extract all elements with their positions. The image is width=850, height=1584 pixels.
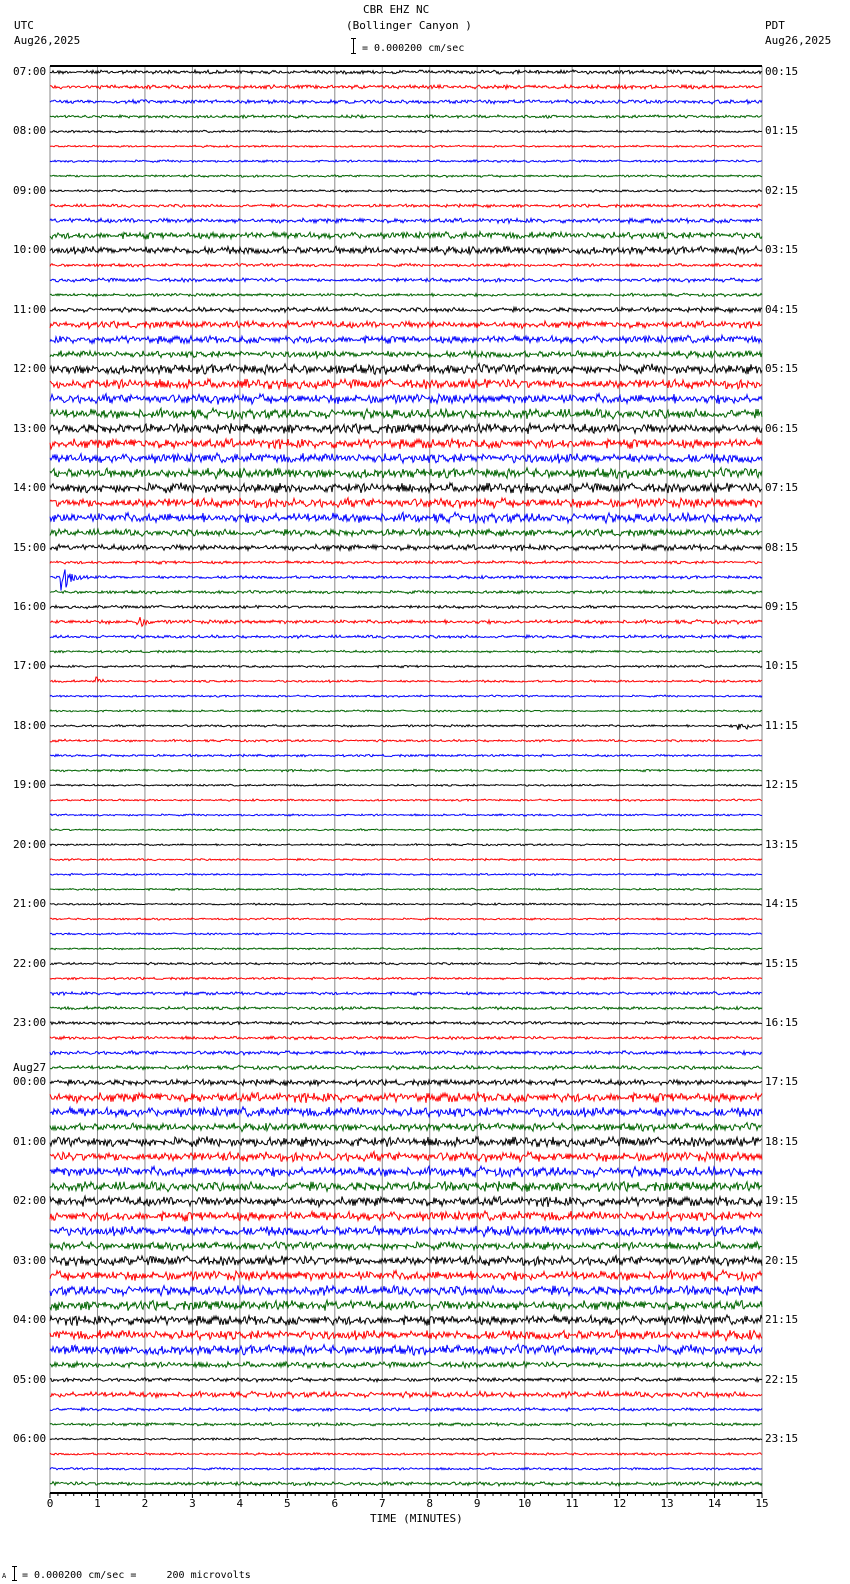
trace-row [50,364,762,375]
trace-row [50,204,762,207]
trace-row [50,498,762,509]
trace-row [50,1256,762,1267]
trace-row [50,888,762,890]
x-tick-label: 2 [141,1497,149,1510]
trace-row [50,439,762,449]
trace-row [50,544,762,550]
trace-row [50,1408,762,1411]
x-tick-label: 15 [755,1497,769,1510]
left-date: Aug26,2025 [14,34,81,47]
trace-row [50,175,762,178]
trace-row [50,394,762,405]
trace-row [50,1330,762,1341]
x-tick-label: 8 [426,1497,434,1510]
trace-row [50,321,762,329]
trace-row [50,695,762,697]
trace-row [50,190,762,193]
trace-row [50,1362,762,1368]
trace-row [50,1152,762,1163]
utc-hour-label: 21:00 [13,897,47,911]
trace-row [50,992,762,996]
trace-row [50,1270,762,1281]
utc-hour-label: 22:00 [13,956,47,970]
trace-row [50,145,762,147]
utc-hour-label: 13:00 [13,421,47,435]
x-axis-label: TIME (MINUTES) [370,1512,463,1525]
trace-row [50,1107,762,1117]
trace-row [50,232,762,240]
trace-row [50,1378,762,1382]
left-timezone: UTC [14,19,34,32]
trace-row [50,859,762,861]
utc-hour-label: 01:00 [13,1134,47,1148]
trace-row [50,617,762,626]
trace-row [50,1285,762,1296]
pdt-hour-label: 07:15 [765,481,799,495]
trace-row [50,561,762,564]
trace-row [50,293,762,296]
pdt-hour-label: 22:15 [765,1372,799,1386]
trace-row [50,246,762,255]
x-tick-label: 14 [707,1497,722,1510]
trace-row [50,1226,762,1237]
trace-row [50,1196,762,1207]
trace-row [50,115,762,118]
pdt-hour-label: 23:15 [765,1432,799,1446]
trace-row [50,263,762,267]
trace-row [50,1211,762,1222]
trace-row [50,70,762,74]
trace-row [50,903,762,905]
trace-row [50,379,762,389]
utc-hour-label: 10:00 [13,243,47,257]
trace-row [50,1453,762,1456]
x-tick-label: 7 [378,1497,386,1510]
trace-row [50,1242,762,1251]
right-timezone: PDT [765,19,785,32]
pdt-hour-label: 01:15 [765,124,799,138]
trace-row [50,160,762,163]
trace-row [50,873,762,875]
x-tick-label: 0 [46,1497,54,1510]
trace-row [50,307,762,312]
x-tick-label: 3 [189,1497,196,1510]
trace-row [50,529,762,537]
trace-row [50,739,762,742]
trace-row [50,665,762,668]
x-tick-label: 6 [331,1497,339,1510]
trace-row [50,962,762,965]
pdt-hour-label: 20:15 [765,1253,799,1267]
scale-label: = 0.000200 cm/sec [362,43,465,54]
utc-hour-label: 15:00 [13,540,47,554]
station-subtitle: (Bollinger Canyon ) [346,19,472,32]
trace-row [50,769,762,771]
pdt-hour-label: 06:15 [765,421,799,435]
trace-row [50,605,762,608]
trace-row [50,724,762,730]
trace-row [50,1051,762,1055]
trace-row [50,1036,762,1039]
trace-row [50,948,762,950]
trace-row [50,650,762,653]
pdt-hour-label: 02:15 [765,183,799,197]
pdt-hour-label: 03:15 [765,243,799,257]
trace-row [50,677,762,683]
x-tick-label: 1 [94,1497,101,1510]
pdt-hour-label: 16:15 [765,1016,799,1030]
pdt-hour-label: 21:15 [765,1313,799,1327]
trace-row [50,408,762,419]
utc-hour-label: 04:00 [13,1313,47,1327]
trace-row [50,1136,762,1147]
pdt-hour-label: 17:15 [765,1075,799,1089]
utc-hour-label: 09:00 [13,183,47,197]
trace-row [50,844,762,846]
x-tick-label: 12 [612,1497,627,1510]
trace-row [50,590,762,594]
trace-row [50,1468,762,1471]
utc-date-label: Aug27 [13,1061,47,1075]
trace-row [50,1065,762,1069]
pdt-hour-label: 04:15 [765,302,799,316]
footer-scale-prefix: A [2,1572,7,1580]
trace-row [50,483,762,494]
utc-hour-label: 11:00 [13,302,47,316]
trace-row [50,1391,762,1398]
x-tick-label: 9 [473,1497,481,1510]
utc-hour-label: 14:00 [13,481,47,495]
trace-row [50,335,762,344]
x-tick-label: 13 [660,1497,674,1510]
trace-row [50,1079,762,1085]
footer-scale-text: = 0.000200 cm/sec = 200 microvolts [22,1570,251,1581]
pdt-hour-label: 14:15 [765,897,799,911]
x-tick-label: 10 [518,1497,532,1510]
trace-row [50,1438,762,1440]
utc-hour-label: 12:00 [13,362,47,376]
trace-row [50,100,762,104]
utc-hour-label: 03:00 [13,1253,47,1267]
trace-row [50,635,762,638]
trace-row [50,453,762,463]
footer-scale-bar-icon [12,1566,17,1581]
trace-row [50,351,762,359]
utc-hour-label: 18:00 [13,718,47,732]
trace-row [50,1166,762,1177]
trace-row [50,829,762,831]
trace-row [50,218,762,223]
trace-row [50,85,762,89]
pdt-hour-label: 15:15 [765,956,799,970]
x-tick-label: 11 [565,1497,579,1510]
trace-row [50,1093,762,1103]
pdt-hour-label: 18:15 [765,1134,799,1148]
utc-hour-label: 23:00 [13,1016,47,1030]
pdt-hour-label: 00:15 [765,65,799,78]
trace-row [50,814,762,816]
right-date: Aug26,2025 [765,34,832,47]
trace-row [50,799,762,801]
trace-row [50,784,762,786]
trace-row [50,1482,762,1486]
utc-hour-label: 07:00 [13,65,47,78]
x-tick-label: 4 [236,1497,244,1510]
trace-row [50,1423,762,1426]
trace-row [50,933,762,935]
utc-hour-label: 19:00 [13,778,47,792]
utc-hour-label: 06:00 [13,1432,47,1446]
trace-row [50,710,762,712]
trace-row [50,468,762,479]
utc-hour-label: 08:00 [13,124,47,138]
trace-row [50,918,762,920]
utc-hour-label: 02:00 [13,1194,47,1208]
trace-row [50,512,762,523]
trace-row [50,1345,762,1356]
pdt-hour-label: 19:15 [765,1194,799,1208]
trace-row [50,130,762,133]
trace-row [50,278,762,282]
trace-row [50,754,762,757]
pdt-hour-label: 10:15 [765,659,799,673]
station-title: CBR EHZ NC [363,3,430,16]
pdt-hour-label: 05:15 [765,362,799,376]
trace-row [50,1021,762,1025]
trace-row [50,570,762,591]
trace-row [50,423,762,434]
trace-row [50,1181,762,1192]
utc-hour-label: 16:00 [13,599,47,613]
trace-row [50,1123,762,1132]
trace-row [50,1007,762,1010]
trace-row [50,1315,762,1326]
pdt-hour-label: 09:15 [765,599,799,613]
pdt-hour-label: 12:15 [765,778,799,792]
utc-hour-label: 17:00 [13,659,47,673]
utc-hour-label: 20:00 [13,837,47,851]
pdt-hour-label: 08:15 [765,540,799,554]
utc-hour-label: 00:00 [13,1075,47,1089]
pdt-hour-label: 13:15 [765,837,799,851]
pdt-hour-label: 11:15 [765,718,799,732]
utc-hour-label: 05:00 [13,1372,47,1386]
trace-row [50,1300,762,1311]
trace-row [50,977,762,980]
x-tick-label: 5 [284,1497,291,1510]
